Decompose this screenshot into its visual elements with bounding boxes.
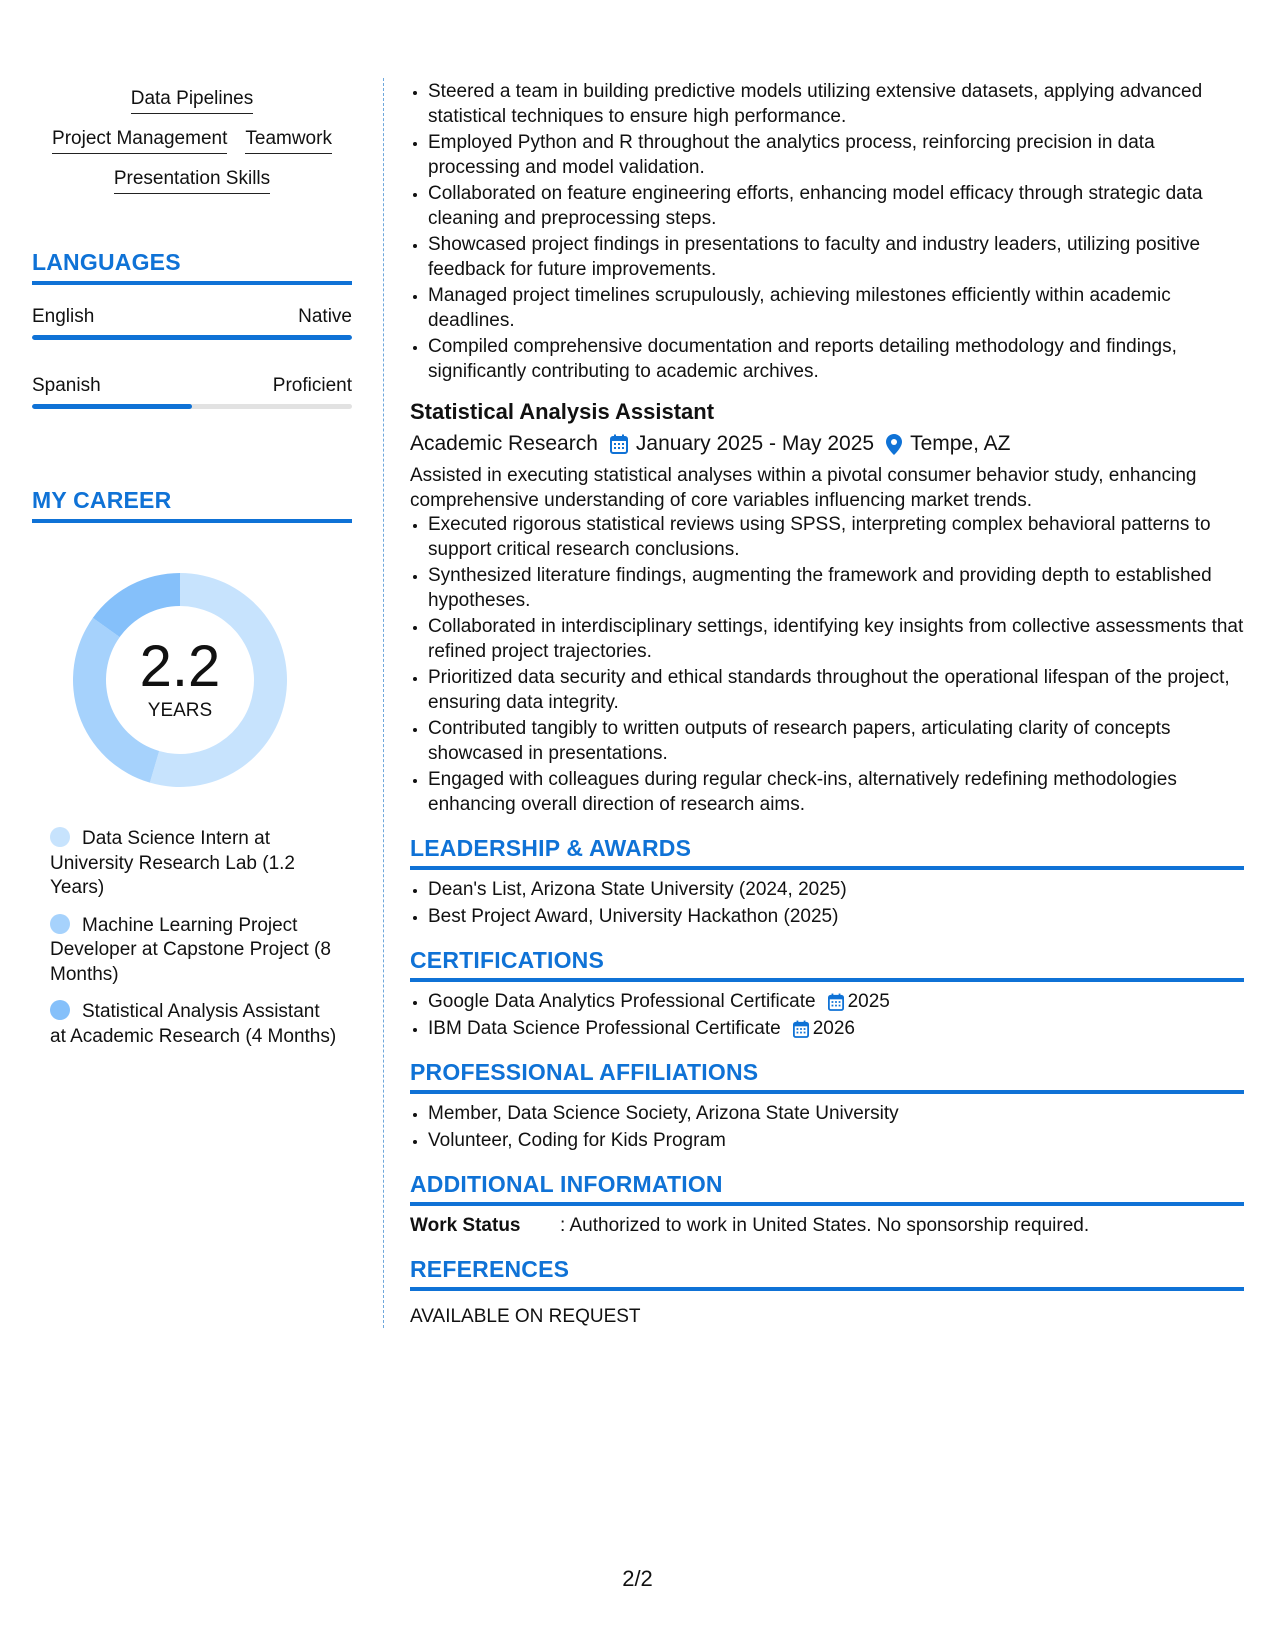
career-section — [32, 487, 352, 1049]
certification-year: 2026 — [812, 1017, 855, 1039]
skill-tag: Teamwork — [245, 128, 332, 154]
career-donut-chart — [67, 567, 293, 793]
bullet-item: • Collaborated on feature engineering efforts, enhancing model efficacy through strategic data cleaning and preprocessing steps. — [428, 182, 1244, 231]
career-heading: MY CAREER — [32, 487, 352, 523]
job-bullets — [410, 513, 1244, 817]
legend-dot-icon — [50, 827, 70, 847]
skills-list — [32, 78, 352, 194]
job-dates: January 2025 - May 2025 — [635, 432, 875, 455]
right-column — [410, 80, 1244, 1329]
bullet-item: • Collaborated in interdisciplinary settings, identifying key insights from collective assessments that refined project trajectories. — [428, 615, 1244, 664]
skill-tag: Data Pipelines — [131, 88, 254, 114]
language-bar-fill — [32, 404, 192, 409]
career-legend — [32, 827, 352, 1049]
career-legend-text: Machine Learning Project Developer at Capstone Project (8 Months) — [50, 914, 331, 985]
languages-section — [32, 249, 352, 409]
location-pin-icon — [886, 434, 902, 455]
language-bar — [32, 335, 352, 340]
work-status-row — [410, 1214, 1244, 1238]
career-legend-text: Statistical Analysis Assistant at Academic Research (4 Months) — [50, 1001, 337, 1047]
job-title: Statistical Analysis Assistant — [410, 399, 715, 424]
bullet-item: • Contributed tangibly to written outputs of research papers, articulating clarity of concepts showcased in presentations. — [428, 717, 1244, 766]
bullet-item: • Employed Python and R throughout the analytics process, reinforcing precision in data processing and model validation. — [428, 131, 1244, 180]
legend-dot-icon — [50, 914, 70, 934]
additional-info-heading: ADDITIONAL INFORMATION — [410, 1171, 1244, 1206]
bullet-item: • Steered a team in building predictive models utilizing extensive datasets, applying advanced statistical techniques to ensure high performance. — [428, 80, 1244, 129]
bullet-item: • Volunteer, Coding for Kids Program — [428, 1129, 1244, 1154]
skill-tag: Project Management — [52, 128, 227, 154]
language-row — [32, 374, 352, 409]
language-level: Native — [298, 306, 352, 327]
references-text: AVAILABLE ON REQUEST — [410, 1306, 641, 1327]
language-bar-fill — [32, 335, 352, 340]
bullet-item: • Showcased project findings in presentations to faculty and industry leaders, utilizing positive feedback for future improvements. — [428, 233, 1244, 282]
career-legend-item — [50, 827, 340, 901]
bullet-item: • Executed rigorous statistical reviews using SPSS, interpreting complex behavioral patterns to support critical research conclusions. — [428, 513, 1244, 562]
affiliations-list — [410, 1102, 1244, 1153]
language-row — [32, 305, 352, 340]
bullet-item: • Prioritized data security and ethical standards throughout the operational lifespan of the project, ensuring data integrity. — [428, 666, 1244, 715]
language-level: Proficient — [272, 375, 352, 396]
job-company: Academic Research — [410, 432, 598, 455]
left-column — [32, 78, 352, 1062]
career-legend-text: Data Science Intern at University Research Lab (1.2 Years) — [50, 828, 295, 898]
career-total: 2.2 — [139, 634, 221, 699]
certifications-heading: CERTIFICATIONS — [410, 947, 1244, 982]
certification-year: 2025 — [847, 991, 890, 1012]
job-location: Tempe, AZ — [910, 432, 1011, 455]
language-name: English — [32, 306, 95, 327]
work-status-label: Work Status — [410, 1215, 521, 1236]
calendar-icon — [793, 1020, 809, 1038]
page-number: 2/2 — [622, 1566, 653, 1591]
career-unit: YEARS — [147, 700, 213, 721]
bullet-item: • Member, Data Science Society, Arizona State University — [428, 1102, 1244, 1127]
certification-item — [428, 990, 1244, 1015]
references-heading: REFERENCES — [410, 1256, 1244, 1291]
job-meta — [410, 430, 1244, 458]
leadership-heading: LEADERSHIP & AWARDS — [410, 835, 1244, 870]
certification-item — [428, 1017, 1244, 1042]
bullet-item: • Engaged with colleagues during regular check-ins, alternatively redefining methodologies enhancing overall direction of research aims. — [428, 768, 1244, 817]
affiliations-heading: PROFESSIONAL AFFILIATIONS — [410, 1059, 1244, 1094]
certification-name: • IBM Data Science Professional Certificate — [428, 1017, 781, 1039]
bullet-item: • Dean's List, Arizona State University (2024, 2025) — [428, 878, 1244, 903]
certifications-list — [410, 990, 1244, 1041]
certification-name: • Google Data Analytics Professional Certificate — [428, 991, 816, 1012]
bullet-item: • Synthesized literature findings, augmenting the framework and providing depth to established hypotheses. — [428, 564, 1244, 613]
language-name: Spanish — [32, 375, 101, 396]
bullet-item: • Compiled comprehensive documentation and reports detailing methodology and findings, significantly contributing to academic archives. — [428, 335, 1244, 384]
career-legend-item — [50, 1000, 340, 1049]
calendar-icon — [610, 434, 628, 454]
job-description: Assisted in executing statistical analyses within a pivotal consumer behavior study, enhancing comprehensive understanding of core variables influencing market trends. — [410, 465, 1197, 511]
bullet-item: • Best Project Award, University Hackathon (2025) — [428, 905, 1244, 930]
bullet-item: • Managed project timelines scrupulously, achieving milestones efficiently within academic deadlines. — [428, 284, 1244, 333]
calendar-icon — [828, 993, 844, 1011]
career-legend-item — [50, 914, 340, 988]
previous-job-bullets — [410, 80, 1244, 384]
work-status-value: : Authorized to work in United States. No sponsorship required. — [560, 1215, 1090, 1236]
leadership-list — [410, 878, 1244, 929]
skill-tag: Presentation Skills — [114, 168, 270, 194]
column-divider — [383, 78, 384, 1328]
legend-dot-icon — [50, 1000, 70, 1020]
language-bar — [32, 404, 352, 409]
languages-heading: LANGUAGES — [32, 249, 352, 285]
